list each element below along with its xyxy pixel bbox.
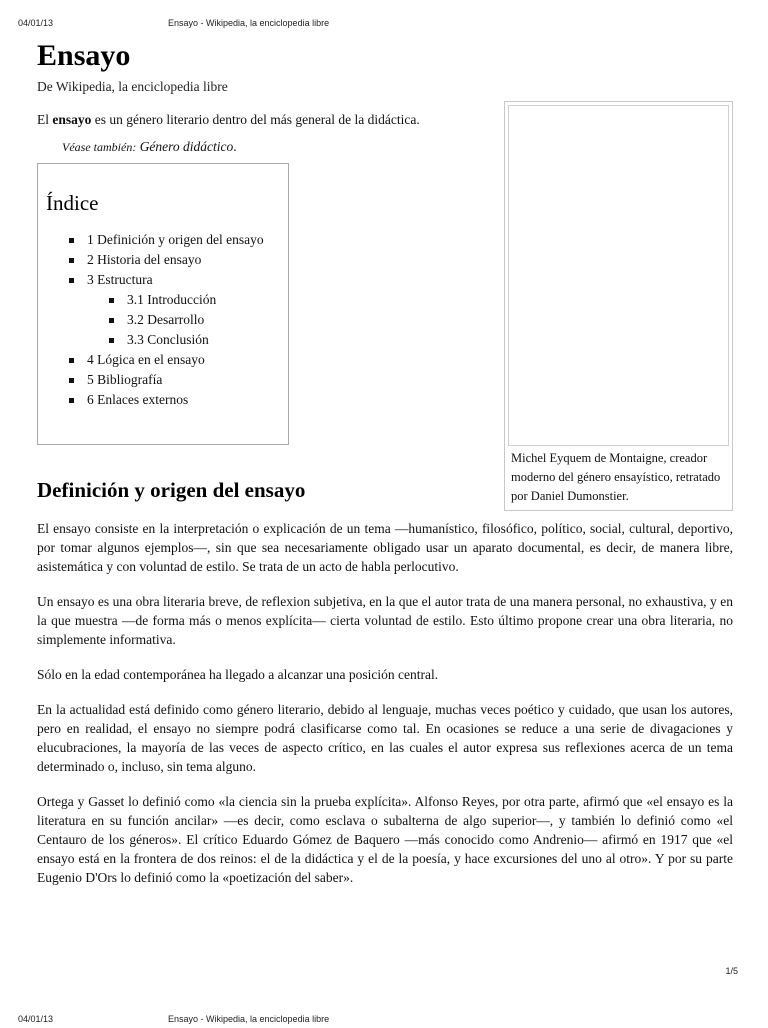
toc-subitem[interactable] — [46, 330, 280, 350]
print-footer-date: 04/01/13 — [18, 1014, 54, 1024]
body-paragraph: En la actualidad está definido como género literario, debido al lenguaje, muchas veces poético y cuidado, que usan los autores, pero en realidad, el ensayo no siempre podrá clasificarse como tal. En ocasiones se reduce a una serie de divagaciones y elucubraciones, la mayoría de las veces de aspecto crítico, en las cuales el autor expresa sus reflexiones acerca de un tema determinado o, incluso, sin tema alguno. — [37, 702, 733, 774]
toc-item[interactable] — [46, 390, 280, 410]
toc-subitem[interactable] — [46, 290, 280, 310]
toc-subitem[interactable] — [46, 310, 280, 330]
toc-item[interactable] — [46, 350, 280, 370]
toc-list — [46, 230, 280, 410]
bullet-icon — [69, 398, 74, 403]
see-also-label: Véase también: — [62, 140, 137, 154]
table-of-contents — [37, 163, 289, 445]
toc-item-label[interactable]: 3.1 Introducción — [127, 292, 217, 307]
section-heading: Definición y origen del ensayo — [37, 478, 306, 502]
bullet-icon — [109, 298, 114, 303]
body-paragraph: Ortega y Gasset lo definió como «la ciencia sin la prueba explícita». Alfonso Reyes, por otra parte, afirmó que «el ensayo es la literatura en su función ancilar» —es decir, como esclava o subalterna de algo superior—, y también lo definió como «el Centauro de los géneros». El crítico Eduardo Gómez de Baquero —más conocido como Andrenio— afirmó en 1917 que «el ensayo está en la frontera de dos reinos: el de la didáctica y el de la poesía, y hace excursiones del uno al otro». Y por su parte Eugenio D'Ors lo definió como la «poetización del saber». — [37, 794, 733, 885]
print-header — [0, 18, 768, 32]
toc-item-label[interactable]: 1 Definición y origen del ensayo — [87, 232, 264, 247]
page-number: 1/5 — [725, 966, 738, 976]
bullet-icon — [109, 338, 114, 343]
toc-item-label[interactable]: 5 Bibliografía — [87, 372, 163, 387]
bullet-icon — [69, 258, 74, 263]
toc-item-label[interactable]: 2 Historia del ensayo — [87, 252, 202, 267]
see-also-link[interactable]: Género didáctico — [139, 139, 234, 154]
bullet-icon — [69, 378, 74, 383]
infobox-caption: Michel Eyquem de Montaigne, creador moderno del género ensayístico, retratado por Daniel Dumonstier. — [511, 451, 721, 503]
montaigne-portrait-image[interactable] — [508, 105, 729, 446]
bullet-icon — [69, 278, 74, 283]
toc-item-label[interactable]: 3.3 Conclusión — [127, 332, 209, 347]
toc-title: Índice — [46, 191, 99, 215]
toc-item-label[interactable]: 6 Enlaces externos — [87, 392, 189, 407]
body-paragraph: Un ensayo es una obra literaria breve, de reflexion subjetiva, en la que el autor trata de una manera personal, no exhaustiva, y en la que muestra —de forma más o menos explícita— cierta voluntad de estilo. Esto último propone crear una obra literaria, no simplemente informativa. — [37, 594, 733, 647]
page-title: Ensayo — [37, 39, 131, 72]
bullet-icon — [109, 318, 114, 323]
toc-item[interactable] — [46, 250, 280, 270]
print-header-title: Ensayo - Wikipedia, la enciclopedia libre — [168, 18, 330, 28]
intro-bold-term: ensayo — [52, 112, 92, 127]
body-paragraph: El ensayo consiste en la interpretación o explicación de un tema —humanístico, filosófico, político, social, cultural, deportivo, por tomar algunos ejemplos—, sin que sea necesariamente obligado usar un aparato documental, es decir, de manera libre, asistemática y con voluntad de estilo. Se trata de un acto de habla perlocutivo. — [37, 521, 733, 574]
print-footer-title: Ensayo - Wikipedia, la enciclopedia libre — [168, 1014, 330, 1024]
toc-item-label[interactable]: 4 Lógica en el ensayo — [87, 352, 205, 367]
print-header-date: 04/01/13 — [18, 18, 54, 28]
toc-item-label[interactable]: 3 Estructura — [87, 272, 153, 287]
toc-item-label[interactable]: 3.2 Desarrollo — [127, 312, 205, 327]
intro-suffix: es un género literario dentro del más general de la didáctica. — [91, 112, 420, 127]
bullet-icon — [69, 358, 74, 363]
article-subtitle: De Wikipedia, la enciclopedia libre — [37, 79, 228, 94]
body-paragraph: Sólo en la edad contemporánea ha llegado a alcanzar una posición central. — [37, 667, 439, 682]
print-footer — [0, 1014, 768, 1028]
see-also-period: . — [233, 139, 237, 154]
intro-prefix: El — [37, 112, 53, 127]
article-content — [37, 40, 733, 887]
toc-item[interactable] — [46, 370, 280, 390]
toc-item[interactable] — [46, 270, 280, 290]
toc-item[interactable] — [46, 230, 280, 250]
infobox — [504, 101, 733, 511]
bullet-icon — [69, 238, 74, 243]
